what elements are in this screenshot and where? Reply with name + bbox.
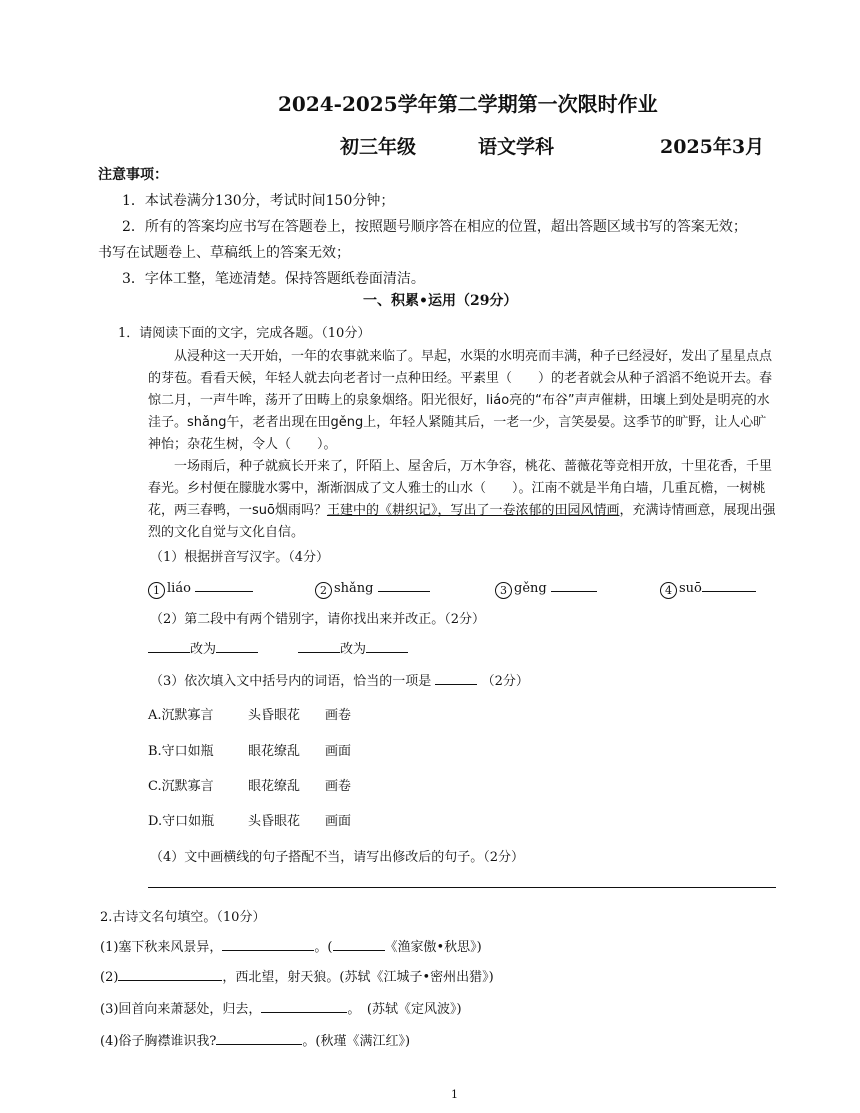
q2-item-2 bbox=[100, 966, 494, 985]
number-circle: 4 bbox=[660, 582, 677, 599]
author-blank[interactable] bbox=[333, 936, 385, 951]
change-label: 改为 bbox=[340, 642, 367, 657]
number-circle: 3 bbox=[495, 582, 512, 599]
number-circle: 1 bbox=[148, 582, 165, 599]
section-1-title: 一、积累•运用（29分） bbox=[363, 293, 518, 309]
q2-item-4-source: 。(秋瑾《满江红》) bbox=[302, 1034, 411, 1049]
option-c-word-2: 眼花缭乱 bbox=[248, 779, 301, 794]
option-word-1: D.守口如瓶 bbox=[148, 814, 215, 829]
pinyin-item-4 bbox=[660, 577, 756, 599]
q2-item-1-text: (1)塞下秋来风景异， bbox=[100, 940, 223, 955]
q2-stem: 2.古诗文名句填空。（10分） bbox=[100, 910, 266, 925]
option-c-word-3: 画卷 bbox=[325, 779, 352, 794]
option-b-word-2: 眼花缭乱 bbox=[248, 744, 301, 759]
answer-blank[interactable] bbox=[222, 936, 314, 951]
q2-item-4-text: (4)俗子胸襟谁识我? bbox=[100, 1034, 217, 1049]
notice-item-2-cont: 书写在试题卷上、草稿纸上的答案无效； bbox=[98, 245, 350, 261]
q2-item-2-text: (2) bbox=[100, 970, 119, 985]
date-label: 2025年3月 bbox=[660, 136, 765, 158]
q1-sub3-label bbox=[150, 670, 529, 689]
para-2-text: 一场雨后，种子就疯长开来了，阡陌上、屋舍后，万木争容，桃花、蔷薇花等竞相开放，十里花香，千里春光。乡村便在朦胧水雾中，渐渐洇成了文人雅士的山水（ ）。江南不就是半角白墙，几重瓦檐，一树桃花，两三春鸭，一suō烟雨吗？ bbox=[148, 459, 773, 518]
option-a[interactable] bbox=[148, 704, 214, 723]
answer-line[interactable] bbox=[148, 887, 776, 888]
q2-item-3 bbox=[100, 998, 462, 1017]
answer-blank[interactable] bbox=[378, 577, 430, 592]
option-b-word-3: 画面 bbox=[325, 744, 352, 759]
pinyin-text: gěng bbox=[514, 581, 547, 596]
para-2-tail: ，充满诗情画意，展现出强烈的文化自觉与文化自信。 bbox=[148, 503, 776, 540]
option-d[interactable] bbox=[148, 810, 214, 829]
answer-blank[interactable] bbox=[195, 577, 253, 592]
notice-item-2: 2．所有的答案均应书写在答题卷上，按照题号顺序答在相应的位置，超出答题区域书写的答案无效； bbox=[122, 219, 747, 235]
q2-item-3-text: (3)回首向来萧瑟处，归去， bbox=[100, 1002, 262, 1017]
option-c[interactable] bbox=[148, 775, 214, 794]
fix-char-blank-2[interactable] bbox=[366, 638, 408, 653]
sub3-points: （2分） bbox=[481, 674, 529, 689]
q2-item-1-source: 《渔家傲•秋思》) bbox=[384, 940, 482, 955]
answer-blank[interactable] bbox=[435, 670, 477, 685]
option-d-word-2: 头昏眼花 bbox=[248, 814, 301, 829]
number-circle: 2 bbox=[315, 582, 332, 599]
option-a-word-3: 画卷 bbox=[325, 708, 352, 723]
option-word-1: C.沉默寡言 bbox=[148, 779, 214, 794]
fix-char-blank-1[interactable] bbox=[216, 638, 258, 653]
q2-item-1-mid: 。( bbox=[314, 940, 333, 955]
option-b[interactable] bbox=[148, 740, 214, 759]
answer-blank[interactable] bbox=[118, 966, 222, 981]
wrong-char-blank-1[interactable] bbox=[148, 638, 190, 653]
pinyin-item-1 bbox=[148, 577, 253, 599]
option-a-word-2: 头昏眼花 bbox=[248, 708, 301, 723]
option-word-1: A.沉默寡言 bbox=[148, 708, 214, 723]
option-word-1: B.守口如瓶 bbox=[148, 744, 214, 759]
page-number: 1 bbox=[451, 1088, 458, 1101]
q2-item-3-source: 。 (苏轼《定风波》) bbox=[347, 1002, 462, 1017]
pinyin-text: liáo bbox=[167, 581, 191, 596]
pinyin-text: shǎng bbox=[334, 581, 374, 596]
pinyin-text: suō bbox=[679, 581, 702, 596]
answer-blank[interactable] bbox=[261, 998, 347, 1013]
notice-item-1: 1．本试卷满分130分，考试时间150分钟； bbox=[122, 193, 395, 209]
page-title: 2024-2025学年第二学期第一次限时作业 bbox=[278, 92, 658, 116]
underlined-sentence: 王建中的《耕织记》，写出了一卷浓郁的田园风情画 bbox=[326, 503, 620, 518]
correction-row bbox=[148, 638, 408, 657]
q1-passage-para-2 bbox=[148, 456, 776, 544]
notice-heading: 注意事项： bbox=[98, 167, 168, 183]
wrong-char-blank-2[interactable] bbox=[298, 638, 340, 653]
change-label: 改为 bbox=[190, 642, 217, 657]
q2-item-2-source: ，西北望，射天狼。(苏轼《江城子•密州出猎》) bbox=[222, 970, 494, 985]
q1-sub1-label: （1）根据拼音写汉字。（4分） bbox=[150, 550, 330, 565]
option-d-word-3: 画面 bbox=[325, 814, 352, 829]
q1-stem: 1．请阅读下面的文字，完成各题。（10分） bbox=[118, 326, 371, 341]
answer-blank[interactable] bbox=[216, 1030, 302, 1045]
answer-blank[interactable] bbox=[551, 577, 597, 592]
notice-item-3: 3．字体工整，笔迹清楚。保持答题纸卷面清洁。 bbox=[122, 271, 425, 287]
grade-label: 初三年级 bbox=[340, 136, 417, 158]
q1-sub4-label: （4）文中画横线的句子搭配不当，请写出修改后的句子。（2分） bbox=[150, 850, 525, 865]
q1-sub2-label: （2）第二段中有两个错别字，请你找出来并改正。（2分） bbox=[150, 612, 486, 627]
answer-blank[interactable] bbox=[702, 577, 756, 592]
q1-passage-para-1: 从浸种这一天开始，一年的农事就来临了。早起，水渠的水明亮而丰满，种子已经浸好，发出了星星点点的芽苞。看看天候，年轻人就去向老者讨一点种田经。平素里（ ）的老者就会从种子滔滔不绝说开去。春惊二月，一声牛哞，荡开了田畴上的泉象烟络。阳光很好，liáo亮的“布谷”声声催耕，田壤上到处是明亮的水洼子。shǎng午，老者出现在田gěng上，年轻人紧随其后，一老一少，言笑晏晏。这季节的旷野，让人心旷神怡；杂花生树，令人（ ）。 bbox=[148, 349, 773, 452]
pinyin-item-3 bbox=[495, 577, 597, 599]
q2-item-4 bbox=[100, 1030, 410, 1049]
sub3-text: （3）依次填入文中括号内的词语，恰当的一项是 bbox=[150, 674, 432, 689]
q2-item-1 bbox=[100, 936, 482, 955]
subject-label: 语文学科 bbox=[478, 136, 555, 158]
pinyin-item-2 bbox=[315, 577, 430, 599]
